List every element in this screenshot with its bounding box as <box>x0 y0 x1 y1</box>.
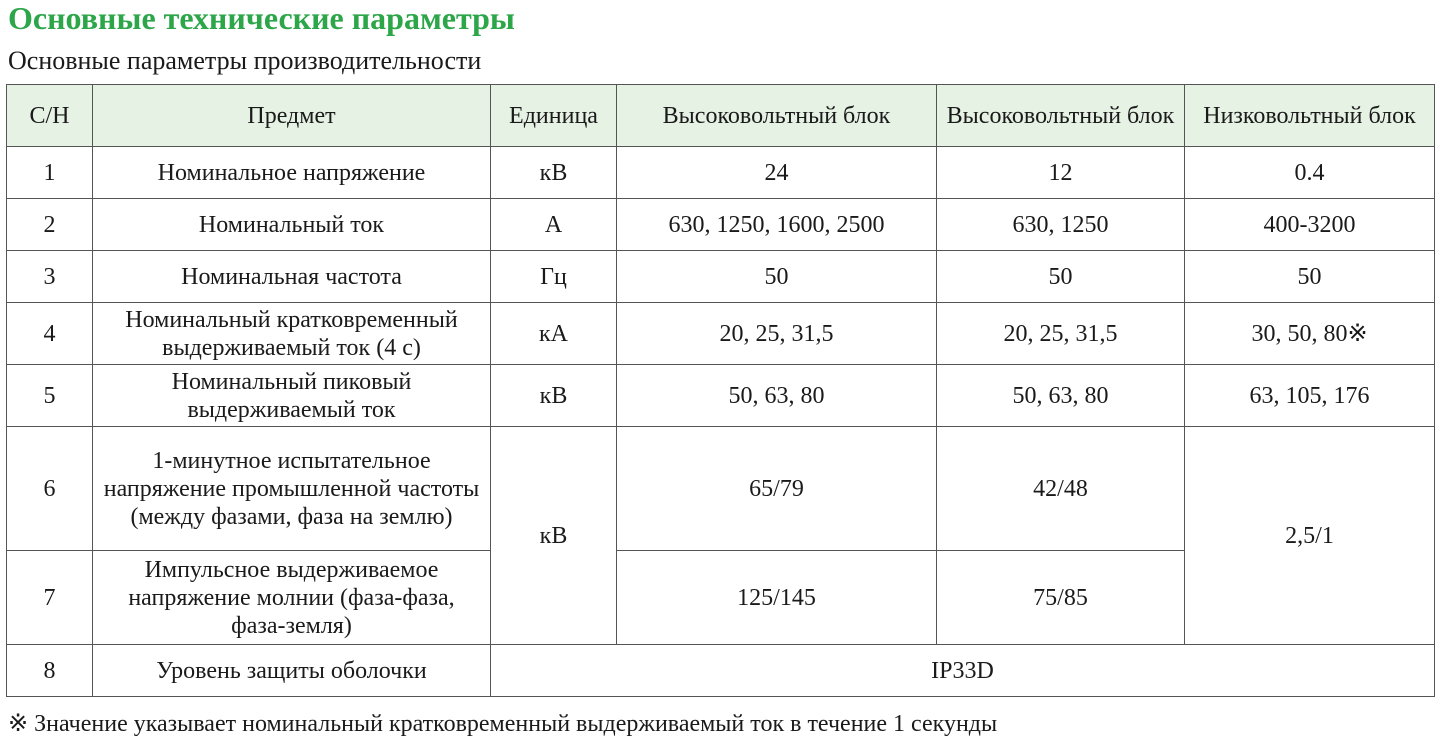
cell-unit: кА <box>491 303 617 365</box>
cell-hv2: 75/85 <box>937 551 1185 645</box>
cell-hv2: 20, 25, 31,5 <box>937 303 1185 365</box>
cell-hv1: 20, 25, 31,5 <box>617 303 937 365</box>
cell-sn: 3 <box>7 251 93 303</box>
page-title: Основные технические параметры <box>8 0 515 36</box>
cell-hv1: 50, 63, 80 <box>617 365 937 427</box>
cell-unit: А <box>491 199 617 251</box>
cell-sn: 6 <box>7 427 93 551</box>
table-row <box>7 147 1435 199</box>
cell-lv: 400-3200 <box>1185 199 1435 251</box>
header-item: Предмет <box>93 85 491 147</box>
table-row <box>7 427 1435 551</box>
table-row <box>7 251 1435 303</box>
cell-sn: 8 <box>7 645 93 697</box>
cell-item: Номинальный кратковременный выдерживаемый ток (4 с) <box>93 303 491 365</box>
table-row <box>7 303 1435 365</box>
cell-item: Номинальный пиковый выдерживаемый ток <box>93 365 491 427</box>
cell-hv1: 125/145 <box>617 551 937 645</box>
cell-hv2: 50, 63, 80 <box>937 365 1185 427</box>
cell-sn: 5 <box>7 365 93 427</box>
footnote: ※ Значение указывает номинальный кратковременный выдерживаемый ток в течение 1 секунды <box>8 711 998 737</box>
cell-hv2: 12 <box>937 147 1185 199</box>
cell-item: Номинальная частота <box>93 251 491 303</box>
table-header-row <box>7 85 1435 147</box>
cell-unit: кВ <box>491 365 617 427</box>
cell-item: Уровень защиты оболочки <box>93 645 491 697</box>
cell-sn: 1 <box>7 147 93 199</box>
table-row <box>7 645 1435 697</box>
cell-protection-level: IP33D <box>491 645 1435 697</box>
header-hv-block-12: Высоковольтный блок <box>937 85 1185 147</box>
cell-hv2: 42/48 <box>937 427 1185 551</box>
cell-item: Номинальное напряжение <box>93 147 491 199</box>
cell-lv: 63, 105, 176 <box>1185 365 1435 427</box>
header-hv-block-24: Высоковольтный блок <box>617 85 937 147</box>
cell-item: 1-минутное испытательное напряжение промышленной частоты (между фазами, фаза на землю) <box>93 427 491 551</box>
header-sn: С/Н <box>7 85 93 147</box>
cell-unit-merged: кВ <box>491 427 617 645</box>
table-row <box>7 365 1435 427</box>
table-row <box>7 199 1435 251</box>
cell-lv: 0.4 <box>1185 147 1435 199</box>
cell-item: Номинальный ток <box>93 199 491 251</box>
cell-item: Импульсное выдерживаемое напряжение молнии (фаза-фаза, фаза-земля) <box>93 551 491 645</box>
cell-lv: 30, 50, 80※ <box>1185 303 1435 365</box>
cell-hv2: 630, 1250 <box>937 199 1185 251</box>
cell-sn: 2 <box>7 199 93 251</box>
cell-sn: 7 <box>7 551 93 645</box>
cell-lv: 50 <box>1185 251 1435 303</box>
cell-hv1: 65/79 <box>617 427 937 551</box>
section-subtitle: Основные параметры производительности <box>8 46 482 75</box>
cell-hv1: 24 <box>617 147 937 199</box>
cell-hv1: 50 <box>617 251 937 303</box>
parameters-table <box>6 84 1435 697</box>
cell-hv1: 630, 1250, 1600, 2500 <box>617 199 937 251</box>
cell-lv-merged: 2,5/1 <box>1185 427 1435 645</box>
cell-unit: кВ <box>491 147 617 199</box>
header-lv-block: Низковольтный блок <box>1185 85 1435 147</box>
cell-unit: Гц <box>491 251 617 303</box>
cell-hv2: 50 <box>937 251 1185 303</box>
header-unit: Единица <box>491 85 617 147</box>
cell-sn: 4 <box>7 303 93 365</box>
